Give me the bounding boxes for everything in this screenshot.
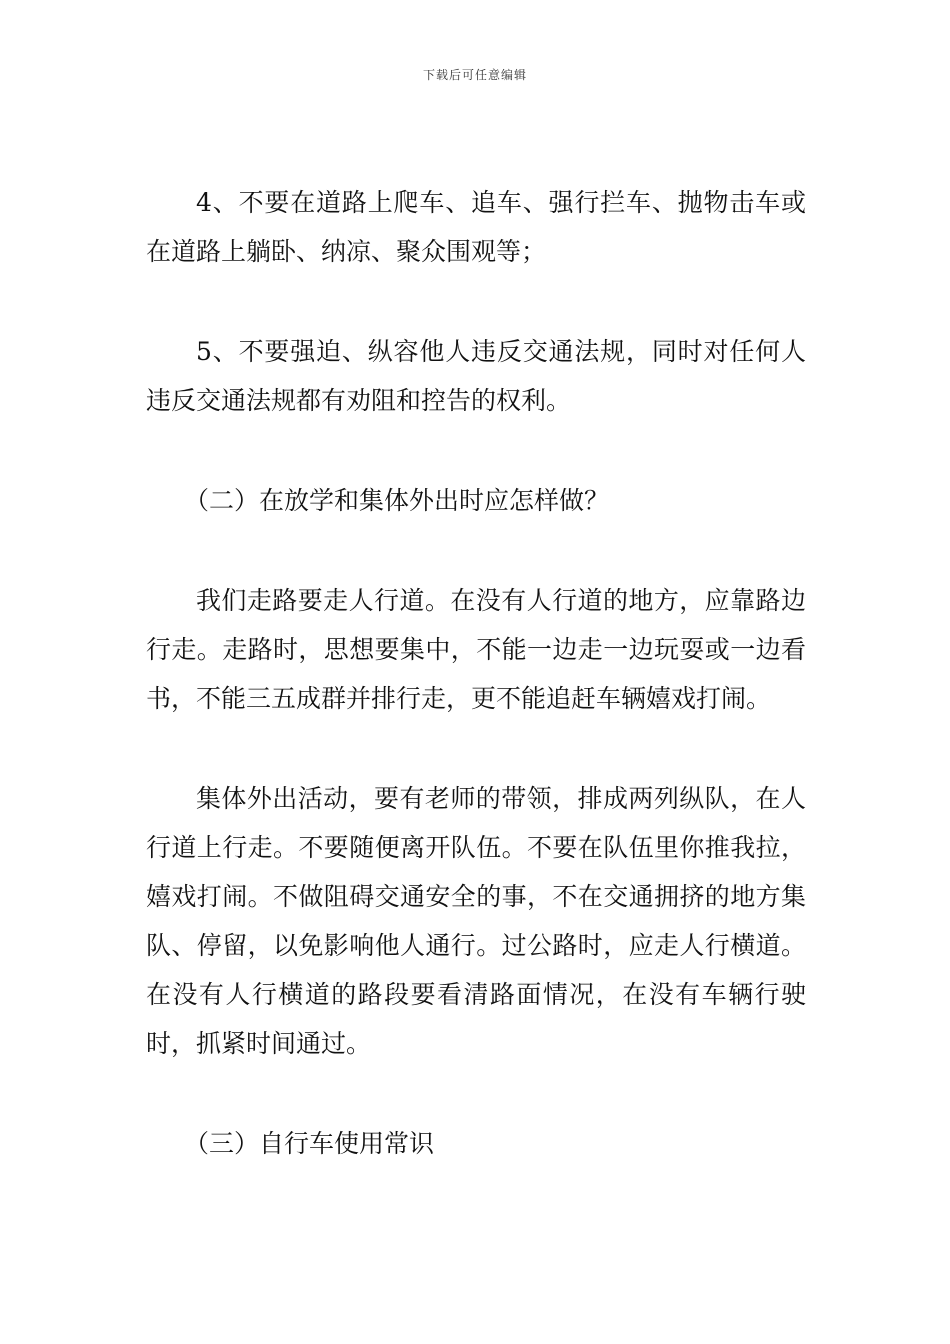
section-heading-2: （二）在放学和集体外出时应怎样做？ <box>184 486 610 515</box>
page-header: 下载后可任意编辑 <box>422 68 527 82</box>
section-heading-3: （三）自行车使用常识 <box>184 1129 435 1158</box>
document-body <box>146 178 806 1168</box>
paragraph-group-outing: 集体外出活动，要有老师的带领，排成两列纵队，在人行道上行走。不要随便离开队伍。不要在队伍里你推我拉，嬉戏打闹。不做阻碍交通安全的事，不在交通拥挤的地方集队、停留，以免影响他人通行。过公路时，应走人行横道。在没有人行横道的路段要看清路面情况，在没有车辆行驶时，抓紧时间通过。 <box>146 784 806 1058</box>
paragraph-walking: 我们走路要走人行道。在没有人行道的地方，应靠路边行走。走路时，思想要集中，不能一边走一边玩耍或一边看书，不能三五成群并排行走，更不能追赶车辆嬉戏打闹。 <box>146 586 806 713</box>
paragraph-rule-4: 4、不要在道路上爬车、追车、强行拦车、抛物击车或在道路上躺卧、纳凉、聚众围观等； <box>146 188 806 266</box>
paragraph-rule-5: 5、不要强迫、纵容他人违反交通法规，同时对任何人违反交通法规都有劝阻和控告的权利。 <box>146 337 806 415</box>
